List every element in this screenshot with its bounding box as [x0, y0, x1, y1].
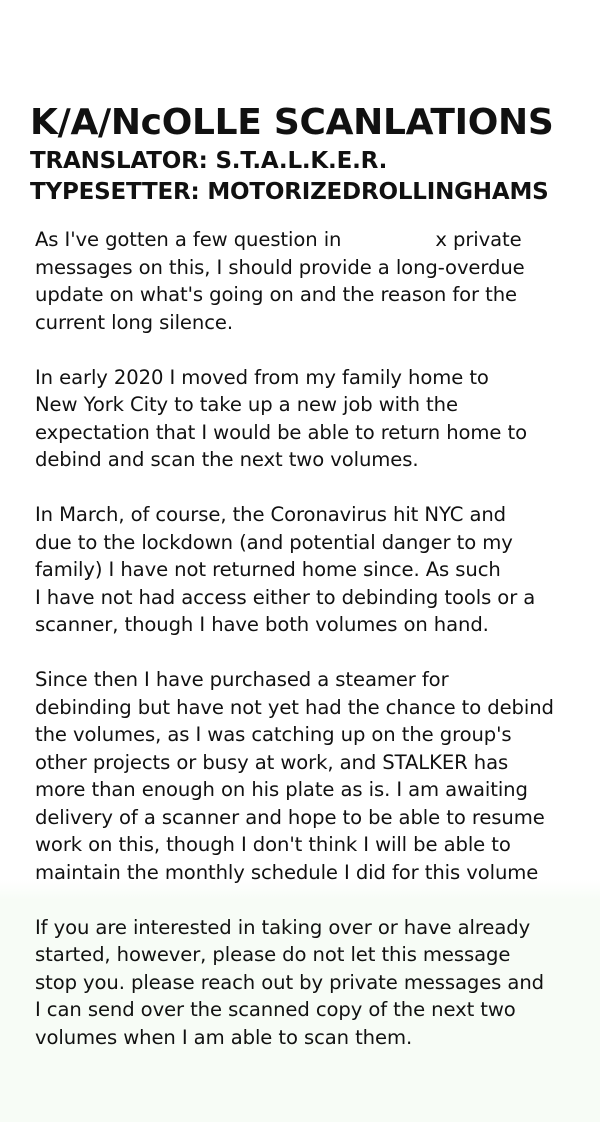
paragraph-move	[35, 364, 580, 474]
text-line: debind and scan the next two volumes.	[35, 448, 419, 471]
paragraph-lockdown	[35, 501, 580, 639]
text-line: due to the lockdown (and potential danger to my	[35, 530, 513, 554]
text-line: Since then I have purchased a steamer for	[35, 668, 449, 691]
text-line: update on what's going on and the reason for the	[35, 283, 517, 306]
text-line: other projects or busy at work, and STALKER has	[35, 750, 509, 774]
text-line: current long silence.	[35, 310, 233, 334]
text-line: expectation that I would be able to return home to	[35, 420, 527, 444]
paragraph-takeover	[35, 914, 580, 1052]
paragraph-intro	[35, 226, 580, 336]
text-line-start: As I've gotten a few question in	[35, 228, 342, 251]
text-line: scanner, though I have both volumes on hand.	[35, 613, 489, 636]
credits-header	[30, 100, 590, 208]
text-line: stop you. please reach out by private messages and	[35, 970, 544, 994]
text-line: If you are interested in taking over or have already	[35, 915, 531, 939]
text-line: debinding but have not yet had the chance to debind	[35, 695, 554, 719]
text-line: New York City to take up a new job with the	[35, 393, 458, 416]
text-line: maintain the monthly schedule I did for this volume	[35, 860, 539, 884]
text-line: I can send over the scanned copy of the next two	[35, 998, 516, 1021]
update-message	[35, 226, 580, 1079]
typesetter-credit: TYPESETTER: MOTORIZEDROLLINGHAMS	[30, 179, 549, 205]
text-line: messages on this, I should provide a long-overdue	[35, 255, 525, 279]
text-line: started, however, please do not let this message	[35, 943, 511, 966]
translator-credit: TRANSLATOR: S.T.A.L.K.E.R.	[30, 148, 388, 174]
text-line: I have not had access either to debinding tools or a	[35, 585, 536, 609]
paragraph-progress	[35, 666, 580, 886]
text-line: volumes when I am able to scan them.	[35, 1025, 413, 1049]
text-line: family) I have not returned home since. As such	[35, 558, 501, 581]
text-line: work on this, though I don't think I will be able to	[35, 833, 511, 856]
text-line: more than enough on his plate as is. I am awaiting	[35, 778, 528, 801]
text-line: delivery of a scanner and hope to be able to resume	[35, 805, 545, 829]
text-line-end: x private	[435, 228, 522, 251]
text-line: In early 2020 I moved from my family home to	[35, 365, 489, 389]
text-line: In March, of course, the Coronavirus hit NYC and	[35, 503, 507, 526]
group-name: K/A/NcOLLE SCANLATIONS	[30, 102, 554, 143]
text-line	[35, 226, 580, 254]
text-line: the volumes, as I was catching up on the group's	[35, 723, 512, 746]
